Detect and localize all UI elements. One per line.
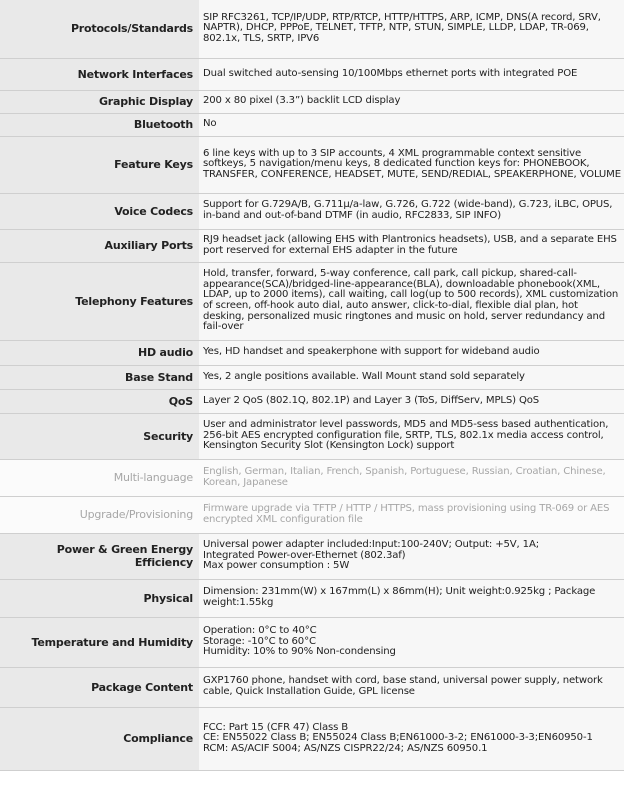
spec-label: Bluetooth xyxy=(0,113,199,136)
spec-value: Hold, transfer, forward, 5-way conference, call park, call pickup, shared-call-appearance(SCA)/bridged-line-appearance(BLA), downloadable phonebook(XML, LDAP, up to 2000 items), call waiting, call log(up to 500 records), XML customization of screen, off-hook auto dial, auto answer, click-to-dial, flexible dial plan, hot desking, personalized music ringtones and music on hold, server redundancy and fail-over xyxy=(199,262,624,340)
spec-value: Yes, HD handset and speakerphone with support for wideband audio xyxy=(199,340,624,365)
spec-label: Voice Codecs xyxy=(0,193,199,229)
spec-row-hd-audio xyxy=(0,340,624,365)
spec-value: Dual switched auto-sensing 10/100Mbps ethernet ports with integrated POE xyxy=(199,58,624,90)
spec-value: Layer 2 QoS (802.1Q, 802.1P) and Layer 3 (ToS, DiffServ, MPLS) QoS xyxy=(199,389,624,413)
spec-label: Multi-language xyxy=(0,459,199,496)
spec-value: Operation: 0°C to 40°C Storage: -10°C to 60°C Humidity: 10% to 90% Non-condensing xyxy=(199,617,624,667)
spec-label: Protocols/Standards xyxy=(0,0,199,58)
spec-value: 6 line keys with up to 3 SIP accounts, 4 XML programmable context sensitive softkeys, 5 navigation/menu keys, 8 dedicated function keys for: PHONEBOOK, TRANSFER, CONFERENCE, HEADSET, MUTE, SEND/REDIAL, SPEAKERPHONE, VOLUME xyxy=(199,136,624,193)
spec-label: Security xyxy=(0,413,199,459)
spec-row-upgrade-provisioning xyxy=(0,496,624,533)
spec-row-package-content xyxy=(0,667,624,707)
spec-row-network-interfaces xyxy=(0,58,624,90)
spec-value: User and administrator level passwords, MD5 and MD5-sess based authentication, 256-bit AES encrypted configuration file, SRTP, TLS, 802.1x media access control, Kensington Security Slot (Kensington Lock) support xyxy=(199,413,624,459)
spec-value: Support for G.729A/B, G.711μ/a-law, G.726, G.722 (wide-band), G.723, iLBC, OPUS, in-band and out-of-band DTMF (in audio, RFC2833, SIP INFO) xyxy=(199,193,624,229)
spec-row-multi-language xyxy=(0,459,624,496)
spec-value: Firmware upgrade via TFTP / HTTP / HTTPS, mass provisioning using TR-069 or AES encrypted XML configuration file xyxy=(199,496,624,533)
spec-label: Telephony Features xyxy=(0,262,199,340)
spec-row-base-stand xyxy=(0,365,624,389)
spec-row-telephony-features xyxy=(0,262,624,340)
spec-row-bluetooth xyxy=(0,113,624,136)
spec-value: Dimension: 231mm(W) x 167mm(L) x 86mm(H); Unit weight:0.925kg ; Package weight:1.55kg xyxy=(199,579,624,617)
spec-row-voice-codecs xyxy=(0,193,624,229)
spec-row-physical xyxy=(0,579,624,617)
spec-row-feature-keys xyxy=(0,136,624,193)
spec-label: Power & Green Energy Efficiency xyxy=(0,533,199,579)
spec-label: Feature Keys xyxy=(0,136,199,193)
spec-row-security xyxy=(0,413,624,459)
spec-label: Graphic Display xyxy=(0,90,199,113)
spec-value: No xyxy=(199,113,624,136)
spec-row-graphic-display xyxy=(0,90,624,113)
spec-value: 200 x 80 pixel (3.3”) backlit LCD display xyxy=(199,90,624,113)
spec-label: Package Content xyxy=(0,667,199,707)
spec-row-qos xyxy=(0,389,624,413)
spec-row-power xyxy=(0,533,624,579)
spec-value: GXP1760 phone, handset with cord, base stand, universal power supply, network cable, Quick Installation Guide, GPL license xyxy=(199,667,624,707)
spec-label: QoS xyxy=(0,389,199,413)
spec-label: HD audio xyxy=(0,340,199,365)
spec-label: Upgrade/Provisioning xyxy=(0,496,199,533)
spec-label: Auxiliary Ports xyxy=(0,229,199,262)
spec-value: RJ9 headset jack (allowing EHS with Plantronics headsets), USB, and a separate EHS port reserved for external EHS adapter in the future xyxy=(199,229,624,262)
spec-label: Base Stand xyxy=(0,365,199,389)
spec-value: Yes, 2 angle positions available. Wall Mount stand sold separately xyxy=(199,365,624,389)
spec-row-temperature xyxy=(0,617,624,667)
spec-label: Physical xyxy=(0,579,199,617)
spec-value: SIP RFC3261, TCP/IP/UDP, RTP/RTCP, HTTP/HTTPS, ARP, ICMP, DNS(A record, SRV, NAPTR), DHCP, PPPoE, TELNET, TFTP, NTP, STUN, SIMPLE, LLDP, LDAP, TR-069, 802.1x, TLS, SRTP, IPV6 xyxy=(199,0,624,58)
spec-value: Universal power adapter included:Input:100-240V; Output: +5V, 1A; Integrated Power-over-Ethernet (802.3af) Max power consumption : 5W xyxy=(199,533,624,579)
spec-value: FCC: Part 15 (CFR 47) Class B CE: EN55022 Class B; EN55024 Class B;EN61000-3-2; EN61000-3-3;EN60950-1 RCM: AS/ACIF S004; AS/NZS CISPR22/24; AS/NZS 60950.1 xyxy=(199,707,624,770)
spec-row-protocols xyxy=(0,0,624,58)
spec-label: Temperature and Humidity xyxy=(0,617,199,667)
spec-value: English, German, Italian, French, Spanish, Portuguese, Russian, Croatian, Chinese, Korean, Japanese xyxy=(199,459,624,496)
spec-label: Compliance xyxy=(0,707,199,770)
spec-row-compliance xyxy=(0,707,624,770)
spec-row-auxiliary-ports xyxy=(0,229,624,262)
spec-label: Network Interfaces xyxy=(0,58,199,90)
